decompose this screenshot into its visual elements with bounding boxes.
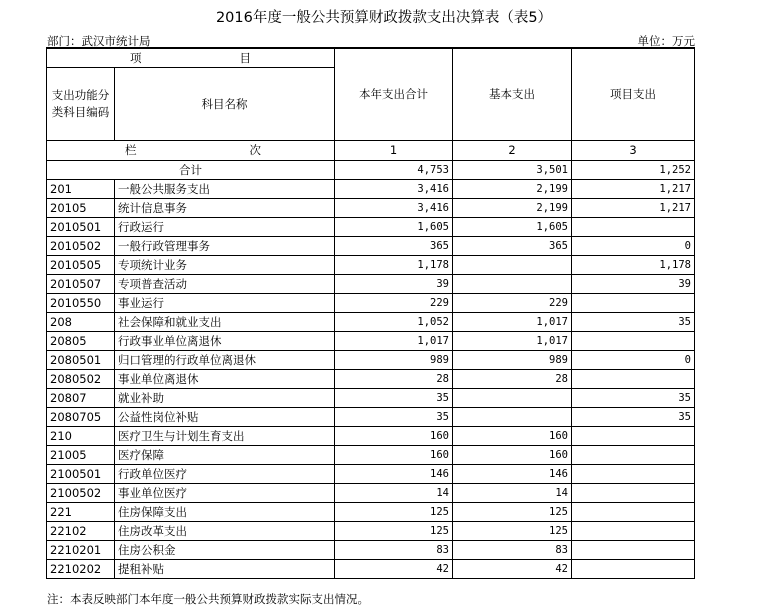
row-project [572, 541, 695, 560]
row-name: 一般公共服务支出 [115, 180, 335, 199]
row-name: 行政单位医疗 [115, 465, 335, 484]
row-project: 1,178 [572, 256, 695, 275]
row-total: 42 [335, 560, 453, 579]
table-row [47, 275, 695, 294]
row-name: 行政运行 [115, 218, 335, 237]
row-project: 0 [572, 237, 695, 256]
row-name: 住房公积金 [115, 541, 335, 560]
row-project: 35 [572, 313, 695, 332]
header-lane-left: 栏 [125, 143, 137, 157]
row-code: 208 [47, 313, 115, 332]
row-code: 221 [47, 503, 115, 522]
row-name: 提租补贴 [115, 560, 335, 579]
row-project: 35 [572, 408, 695, 427]
table-row [47, 313, 695, 332]
row-code: 2100501 [47, 465, 115, 484]
row-total: 28 [335, 370, 453, 389]
row-code: 2080705 [47, 408, 115, 427]
row-code: 22102 [47, 522, 115, 541]
table-row [47, 294, 695, 313]
row-name: 住房保障支出 [115, 503, 335, 522]
row-project: 35 [572, 389, 695, 408]
row-project [572, 332, 695, 351]
row-total: 35 [335, 389, 453, 408]
table-row [47, 332, 695, 351]
row-basic: 28 [453, 370, 572, 389]
row-total: 1,017 [335, 332, 453, 351]
row-project [572, 560, 695, 579]
row-total: 365 [335, 237, 453, 256]
row-name: 事业单位离退休 [115, 370, 335, 389]
row-basic: 83 [453, 541, 572, 560]
department-label: 部门：武汉市统计局 [47, 34, 151, 48]
row-name: 就业补助 [115, 389, 335, 408]
row-code: 201 [47, 180, 115, 199]
table-row [47, 484, 695, 503]
row-code: 21005 [47, 446, 115, 465]
row-basic: 1,605 [453, 218, 572, 237]
row-total: 160 [335, 446, 453, 465]
row-name: 归口管理的行政单位离退休 [115, 351, 335, 370]
header-basic: 基本支出 [453, 48, 572, 141]
table-row [47, 427, 695, 446]
row-basic: 160 [453, 427, 572, 446]
row-basic: 2,199 [453, 180, 572, 199]
row-code: 20805 [47, 332, 115, 351]
row-project: 39 [572, 275, 695, 294]
row-total: 35 [335, 408, 453, 427]
row-code: 2100502 [47, 484, 115, 503]
row-project [572, 446, 695, 465]
row-total: 146 [335, 465, 453, 484]
row-basic: 989 [453, 351, 572, 370]
row-project: 1,217 [572, 180, 695, 199]
row-basic: 14 [453, 484, 572, 503]
header-row-lane [47, 141, 695, 161]
row-name: 社会保障和就业支出 [115, 313, 335, 332]
table-row [47, 503, 695, 522]
row-code: 2010501 [47, 218, 115, 237]
row-total: 1,178 [335, 256, 453, 275]
row-name: 住房改革支出 [115, 522, 335, 541]
row-code: 2210201 [47, 541, 115, 560]
row-project [572, 522, 695, 541]
table-row [47, 351, 695, 370]
row-name: 专项普查活动 [115, 275, 335, 294]
row-basic [453, 408, 572, 427]
header-code: 支出功能分类科目编码 [47, 68, 115, 141]
expenditure-table [46, 47, 695, 579]
header-project: 项目支出 [572, 48, 695, 141]
row-name: 公益性岗位补贴 [115, 408, 335, 427]
row-total: 989 [335, 351, 453, 370]
header-lane-cell [47, 141, 335, 161]
row-basic: 2,199 [453, 199, 572, 218]
header-item-cell [47, 48, 335, 68]
unit-label: 单位：万元 [637, 34, 695, 48]
table-row [47, 465, 695, 484]
table-row [47, 522, 695, 541]
header-item-left: 项 [130, 50, 142, 65]
row-total: 125 [335, 503, 453, 522]
table-row [47, 560, 695, 579]
footnote: 注：本表反映部门本年度一般公共预算财政拨款实际支出情况。 [47, 592, 369, 606]
header-col-no-1: 1 [335, 141, 453, 161]
row-project [572, 427, 695, 446]
table-row [47, 389, 695, 408]
table-row [47, 237, 695, 256]
row-basic [453, 256, 572, 275]
row-project [572, 294, 695, 313]
row-project [572, 218, 695, 237]
table-row [47, 199, 695, 218]
row-project: 1,217 [572, 199, 695, 218]
row-total: 125 [335, 522, 453, 541]
table-row [47, 370, 695, 389]
header-name: 科目名称 [115, 68, 335, 141]
row-basic: 1,017 [453, 313, 572, 332]
row-project [572, 465, 695, 484]
header-col-no-3: 3 [572, 141, 695, 161]
row-name: 事业运行 [115, 294, 335, 313]
row-basic: 160 [453, 446, 572, 465]
row-total: 1,605 [335, 218, 453, 237]
row-code: 2080502 [47, 370, 115, 389]
total-total: 4,753 [335, 161, 453, 180]
row-basic: 1,017 [453, 332, 572, 351]
row-basic: 125 [453, 522, 572, 541]
total-basic: 3,501 [453, 161, 572, 180]
row-total: 160 [335, 427, 453, 446]
row-basic: 229 [453, 294, 572, 313]
row-code: 2010550 [47, 294, 115, 313]
row-basic: 146 [453, 465, 572, 484]
table-row [47, 256, 695, 275]
row-project [572, 370, 695, 389]
row-code: 2080501 [47, 351, 115, 370]
header-row-item [47, 48, 695, 68]
total-project: 1,252 [572, 161, 695, 180]
header-total: 本年支出合计 [335, 48, 453, 141]
row-basic [453, 275, 572, 294]
total-label: 合计 [47, 161, 335, 180]
row-basic: 365 [453, 237, 572, 256]
row-code: 210 [47, 427, 115, 446]
row-code: 20807 [47, 389, 115, 408]
header-col-no-2: 2 [453, 141, 572, 161]
row-total: 1,052 [335, 313, 453, 332]
row-basic [453, 389, 572, 408]
row-total: 3,416 [335, 180, 453, 199]
row-total: 229 [335, 294, 453, 313]
row-name: 统计信息事务 [115, 199, 335, 218]
row-basic: 125 [453, 503, 572, 522]
row-total: 39 [335, 275, 453, 294]
row-name: 专项统计业务 [115, 256, 335, 275]
row-code: 2210202 [47, 560, 115, 579]
row-code: 20105 [47, 199, 115, 218]
row-total: 14 [335, 484, 453, 503]
row-name: 医疗卫生与计划生育支出 [115, 427, 335, 446]
row-code: 2010502 [47, 237, 115, 256]
row-name: 事业单位医疗 [115, 484, 335, 503]
table-row [47, 218, 695, 237]
row-code: 2010505 [47, 256, 115, 275]
row-basic: 42 [453, 560, 572, 579]
table-row [47, 408, 695, 427]
table-row [47, 446, 695, 465]
row-project: 0 [572, 351, 695, 370]
row-name: 行政事业单位离退休 [115, 332, 335, 351]
row-code: 2010507 [47, 275, 115, 294]
table-row [47, 180, 695, 199]
table-row [47, 541, 695, 560]
header-lane-right: 次 [249, 143, 261, 157]
row-name: 医疗保障 [115, 446, 335, 465]
header-item-right: 目 [239, 50, 251, 65]
row-total: 3,416 [335, 199, 453, 218]
row-project [572, 484, 695, 503]
row-total: 83 [335, 541, 453, 560]
row-name: 一般行政管理事务 [115, 237, 335, 256]
report-title: 2016年度一般公共预算财政拨款支出决算表（表5） [215, 10, 553, 26]
row-project [572, 503, 695, 522]
total-row [47, 161, 695, 180]
